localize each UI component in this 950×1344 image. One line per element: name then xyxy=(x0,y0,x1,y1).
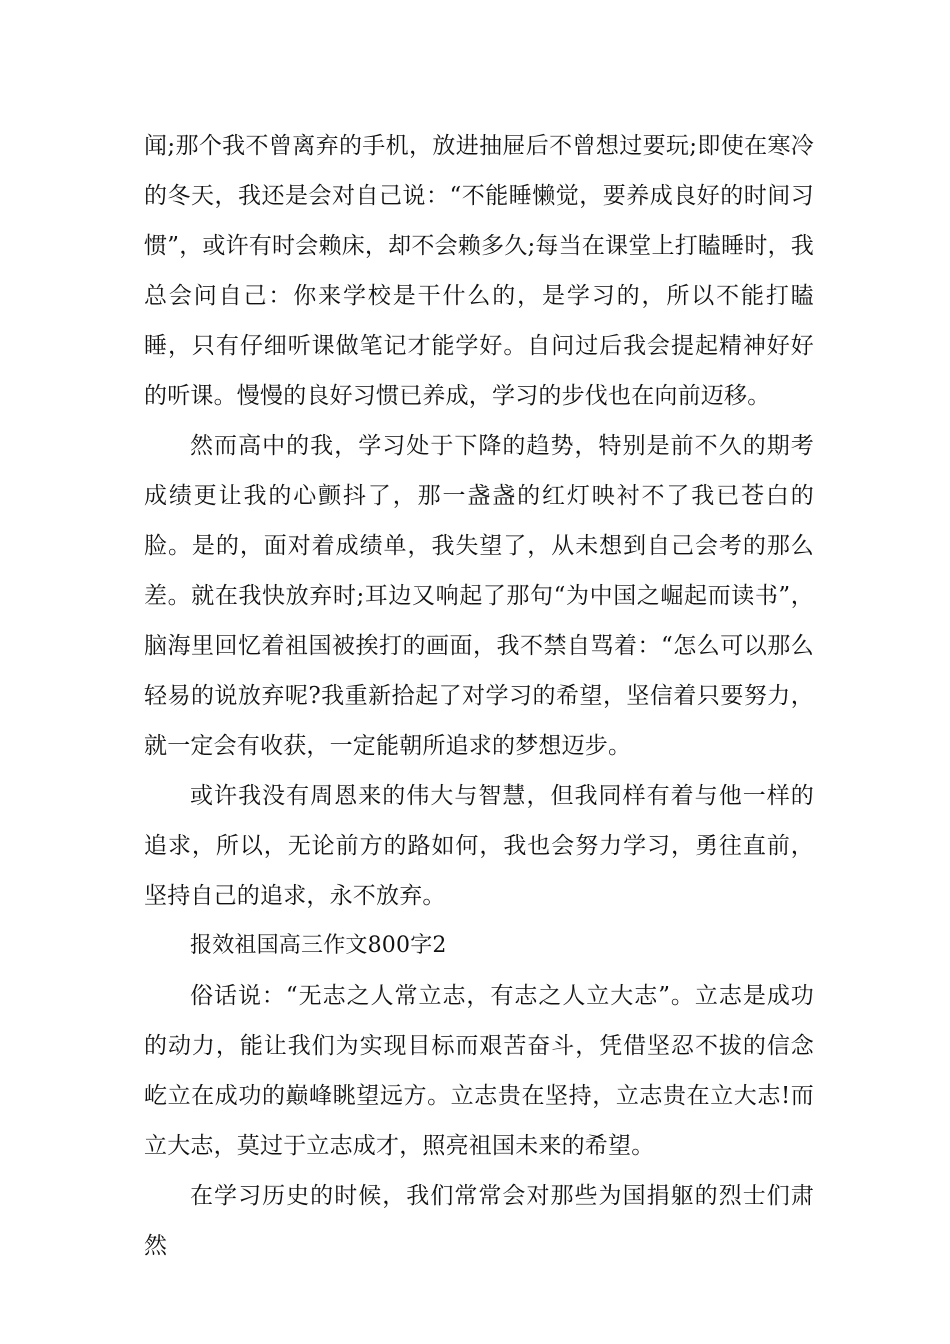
paragraph-decline: 然而高中的我，学习处于下降的趋势，特别是前不久的期考成绩更让我的心颤抖了，那一盏盏的红灯映衬不了我已苍白的脸。是的，面对着成绩单，我失望了，从未想到自己会考的那么差。就在我快放弃时;耳边又响起了那句“为中国之崛起而读书”，脑海里回忆着祖国被挨打的画面，我不禁自骂着：“怎么可以那么轻易的说放弃呢?我重新拾起了对学习的希望，坚信着只要努力，就一定会有收获，一定能朝所追求的梦想迈步。 xyxy=(144,433,814,759)
paragraph-ambition: 俗话说：“无志之人常立志，有志之人立大志”。立志是成功的动力，能让我们为实现目标而艰苦奋斗，凭借坚忍不拔的信念屹立在成功的巅峰眺望远方。立志贵在坚持，立志贵在立大志!而立大志，莫过于立志成才，照亮祖国未来的希望。 xyxy=(144,983,814,1159)
paragraph-history: 在学习历史的时候，我们常常会对那些为国捐躯的烈士们肃然 xyxy=(144,1183,814,1259)
section-heading: 报效祖国高三作文800字2 xyxy=(190,933,447,958)
paragraph-pursuit: 或许我没有周恩来的伟大与智慧，但我同样有着与他一样的追求，所以，无论前方的路如何，我也会努力学习，勇往直前，坚持自己的追求，永不放弃。 xyxy=(144,783,814,909)
paragraph-continuation: 闻;那个我不曾离弃的手机，放进抽屉后不曾想过要玩;即使在寒冷的冬天，我还是会对自己说：“不能睡懒觉，要养成良好的时间习惯”，或许有时会赖床，却不会赖多久;每当在课堂上打瞌睡时，我总会问自己：你来学校是干什么的，是学习的，所以不能打瞌睡，只有仔细听课做笔记才能学好。自问过后我会提起精神好好的听课。慢慢的良好习惯已养成，学习的步伐也在向前迈移。 xyxy=(144,133,814,409)
document-body xyxy=(144,121,814,1271)
